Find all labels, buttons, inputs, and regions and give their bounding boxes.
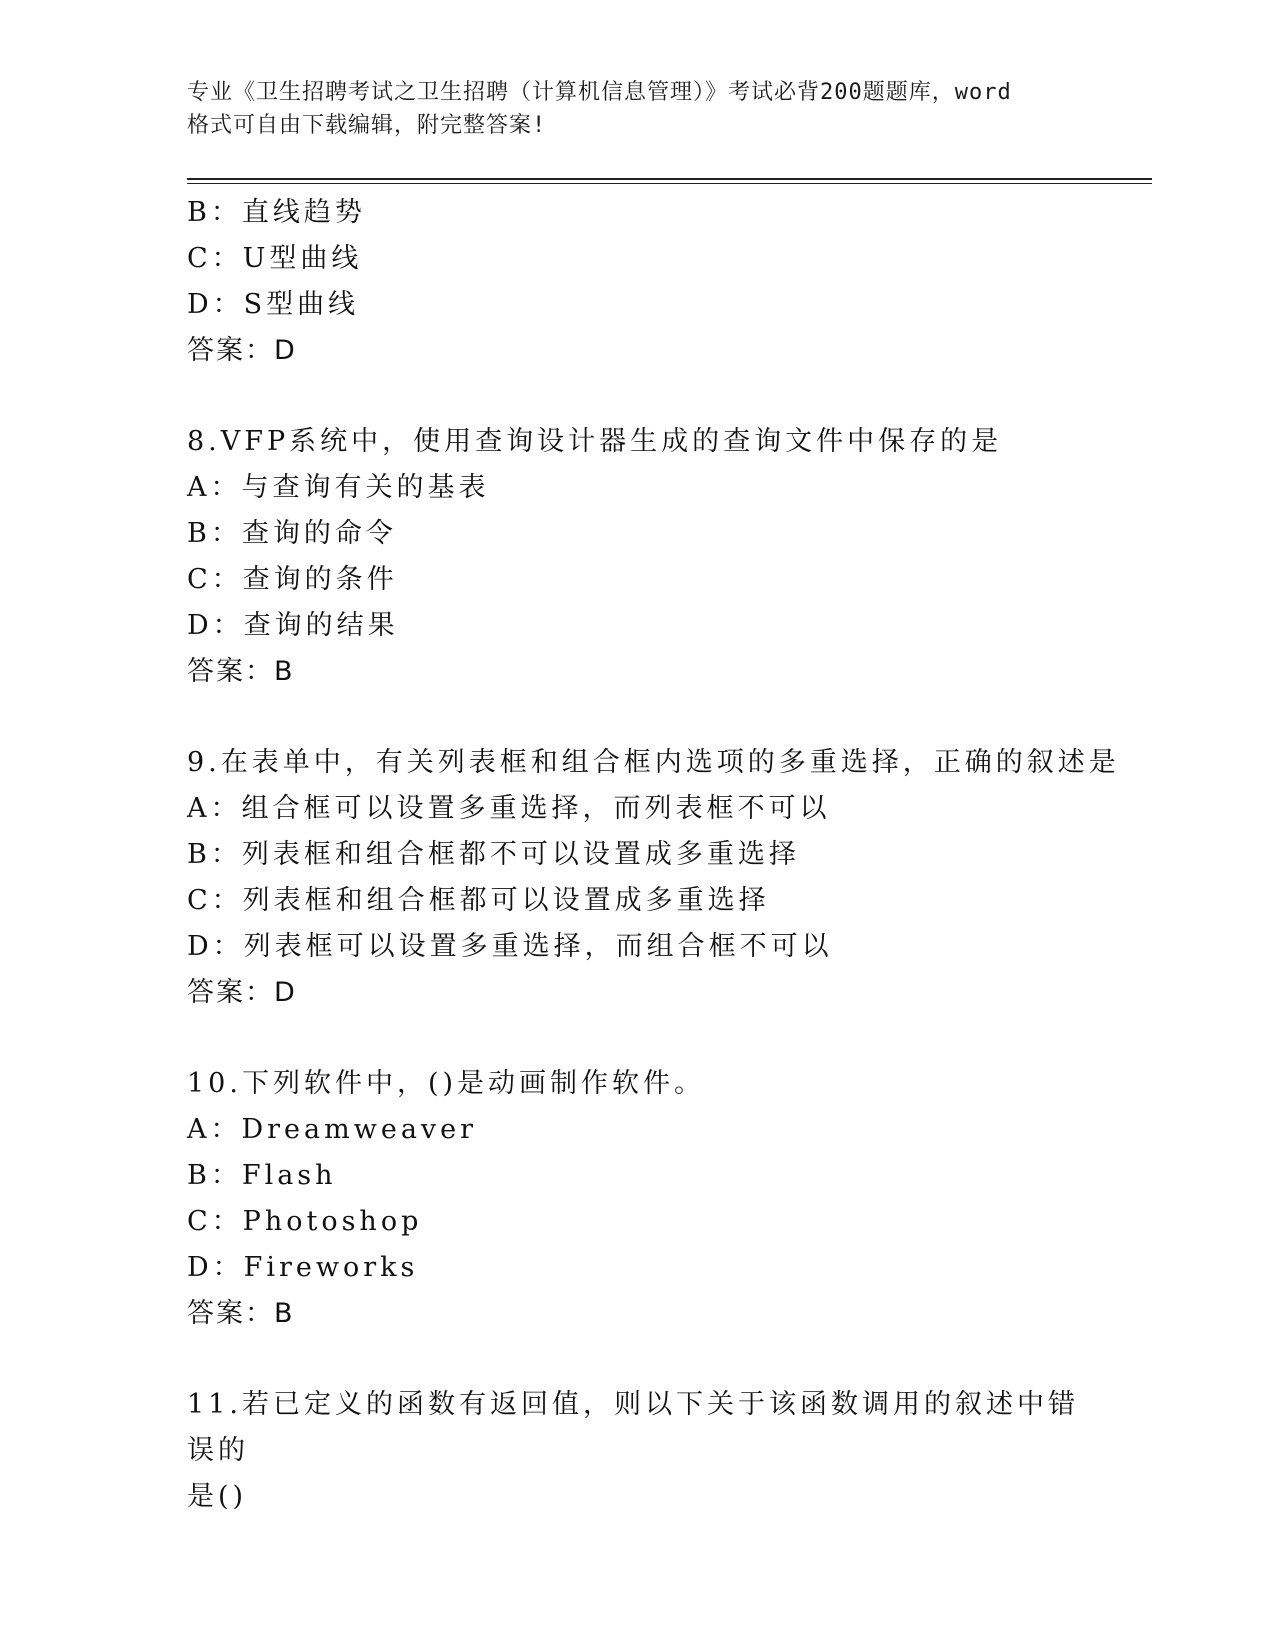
header-divider-thick: [187, 178, 1152, 180]
option-c: C：查询的条件: [187, 564, 398, 595]
option-c: C：Photoshop: [187, 1206, 423, 1237]
question-stem: 9.在表单中，有关列表框和组合框内选项的多重选择，正确的叙述是: [187, 747, 1120, 778]
option-d: D：列表框可以设置多重选择，而组合框不可以: [187, 931, 833, 962]
question-stem: 10.下列软件中，()是动画制作软件。: [187, 1068, 706, 1099]
answer-line: 答案：D: [187, 977, 297, 1008]
header-divider-thin: [187, 183, 1152, 184]
header-line-2: 格式可自由下载编辑，附完整答案!: [187, 113, 547, 138]
option-d: D：查询的结果: [187, 610, 399, 641]
option-b: B：列表框和组合框都不可以设置成多重选择: [187, 839, 800, 870]
option-b: B：查询的命令: [187, 518, 397, 549]
option-d: D：S型曲线: [187, 289, 360, 320]
question-11: [187, 1382, 1087, 1520]
question-8: [187, 419, 1147, 695]
option-a: A：Dreamweaver: [187, 1114, 478, 1145]
answer-line: 答案：B: [187, 1298, 295, 1329]
option-a: A：与查询有关的基表: [187, 472, 490, 503]
answer-line: 答案：B: [187, 656, 295, 687]
option-c: C：列表框和组合框都可以设置成多重选择: [187, 885, 770, 916]
option-b: B：Flash: [187, 1160, 337, 1191]
question-7-continued: [187, 190, 1147, 374]
option-a: A：组合框可以设置多重选择，而列表框不可以: [187, 793, 831, 824]
header-line-1: 专业《卫生招聘考试之卫生招聘（计算机信息管理）》考试必背200题题库，word: [187, 80, 1012, 105]
question-stem: 8.VFP系统中，使用查询设计器生成的查询文件中保存的是: [187, 426, 1003, 457]
question-list: [187, 190, 1147, 1520]
question-stem-line-2: 是(): [187, 1481, 248, 1512]
question-9: [187, 740, 1147, 1016]
option-d: D：Fireworks: [187, 1252, 419, 1283]
document-header: [187, 76, 1087, 142]
option-c: C：U型曲线: [187, 243, 363, 274]
option-b: B：直线趋势: [187, 197, 366, 228]
question-10: [187, 1061, 1147, 1337]
question-stem-line-1: 11.若已定义的函数有返回值，则以下关于该函数调用的叙述中错误的: [187, 1389, 1079, 1466]
answer-line: 答案：D: [187, 335, 297, 366]
